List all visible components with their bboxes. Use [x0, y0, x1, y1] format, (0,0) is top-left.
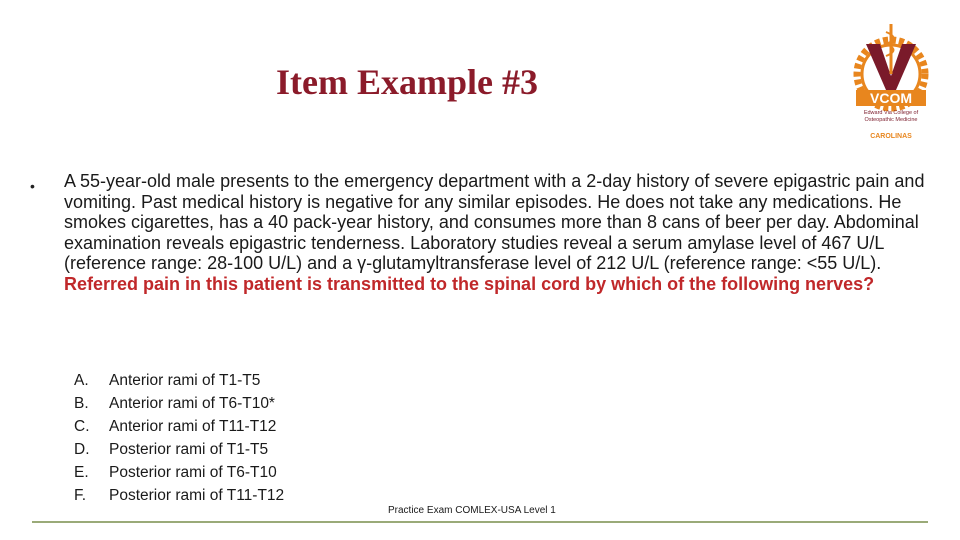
option-text: Posterior rami of T1-T5 — [109, 441, 269, 458]
option-e — [74, 461, 284, 484]
option-text: Anterior rami of T6-T10* — [109, 395, 275, 412]
option-letter: C. — [74, 418, 90, 435]
caduceus-icon — [890, 24, 893, 74]
option-b — [74, 392, 284, 415]
option-text: Anterior rami of T11-T12 — [109, 418, 277, 435]
answer-options — [74, 369, 284, 507]
option-letter: A. — [74, 372, 89, 389]
logo-text: VCOM — [870, 90, 912, 106]
logo-line-1: Edward Via College of — [863, 110, 919, 116]
footer-divider — [32, 521, 928, 523]
option-letter: E. — [74, 464, 89, 481]
question-text: A 55-year-old male presents to the emergency department with a 2-day history of severe epigastric pain and vomiting. Past medical history is negative for any similar episodes. He does not take any medications. He smokes cigarettes, has a 40 pack-year history, and consumes more than 8 cans of beer per day. Abdominal examination reveals epigastric tenderness. Laboratory studies reveal a serum amylase level of 467 U/L (reference range: 28-100 U/L) and a γ-glutamyltransferase level of 212 U/L (reference range: <55 U/L). — [64, 171, 925, 273]
option-text: Posterior rami of T6-T10 — [109, 464, 277, 481]
logo-campus: CAROLINAS — [870, 133, 912, 140]
option-f — [74, 484, 284, 507]
vcom-logo — [850, 18, 932, 144]
question-emphasis: Referred pain in this patient is transmitted to the spinal cord by which of the following nerves? — [64, 273, 875, 294]
slide-title: Item Example #3 — [276, 62, 538, 102]
option-a — [74, 369, 284, 392]
option-text: Anterior rami of T1-T5 — [109, 372, 261, 389]
footer-source: Practice Exam COMLEX-USA Level 1 — [388, 505, 556, 516]
logo-line-2: Osteopathic Medicine — [864, 117, 918, 123]
option-letter: F. — [74, 487, 87, 504]
question-stem — [64, 171, 926, 294]
option-text: Posterior rami of T11-T12 — [109, 487, 285, 504]
option-d — [74, 438, 284, 461]
option-c — [74, 415, 284, 438]
option-letter: D. — [74, 441, 90, 458]
vcom-logo-graphic — [850, 18, 932, 144]
option-letter: B. — [74, 395, 89, 412]
bullet-marker: • — [30, 178, 35, 194]
